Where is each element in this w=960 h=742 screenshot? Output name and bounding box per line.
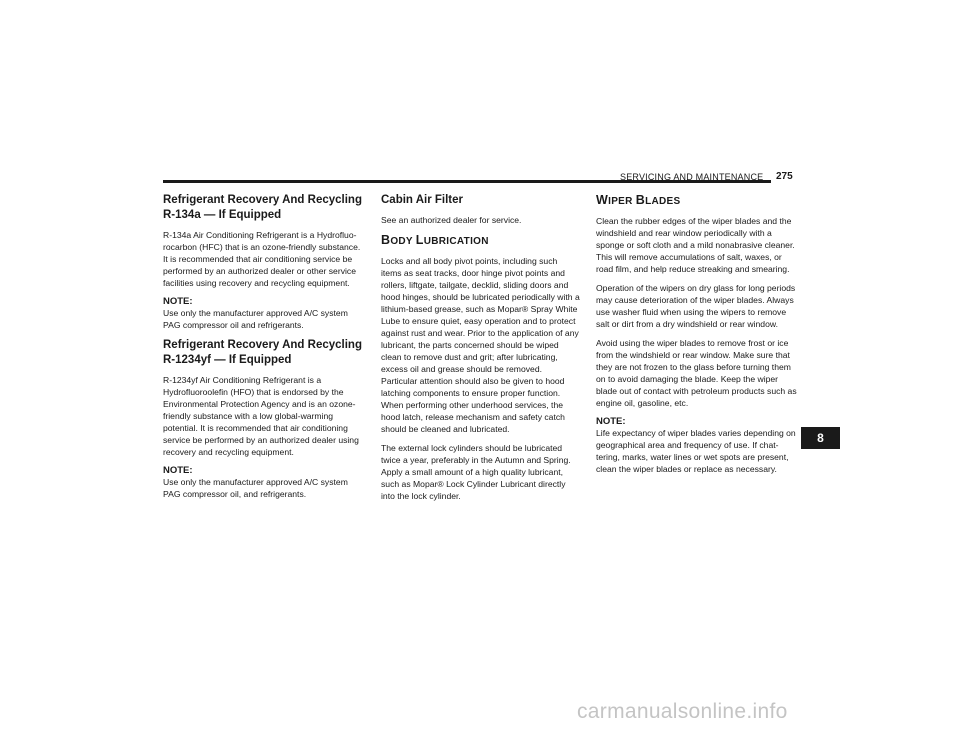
column-left bbox=[163, 193, 365, 507]
note-label: NOTE: bbox=[596, 416, 626, 427]
heading-initial: B bbox=[635, 193, 646, 207]
chapter-tab: 8 bbox=[801, 427, 840, 449]
note-text: Use only the manufacturer approved A/C system PAG compressor oil, and refrigerants. bbox=[163, 477, 348, 499]
heading-r134a bbox=[163, 193, 365, 223]
paragraph-cabin-air-filter: See an authorized dealer for service. bbox=[381, 215, 522, 225]
note-label: NOTE: bbox=[163, 296, 193, 307]
note-label: NOTE: bbox=[163, 465, 193, 476]
heading-initial: W bbox=[596, 193, 609, 207]
heading-smallcaps: LADES bbox=[645, 196, 681, 207]
watermark: carmanualsonline.info bbox=[577, 700, 788, 723]
paragraph-body-lubrication-2: The external lock cylinders should be lubricated twice a year, preferably in the Autumn and Spring. Apply a small amount of a high quality lubricant, such as Mopar® Lock Cylinder Lubricant directly into the lock cylinder. bbox=[381, 443, 571, 501]
paragraph-wiper-1: Clean the rubber edges of the wiper blades and the windshield and rear window periodically with a sponge or soft cloth and a mild nonabrasive cleaner. This will remove accumulations of salt, waxes, or road film, and help reduce streaking and smearing. bbox=[596, 216, 795, 274]
paragraph-r134a: R-134a Air Conditioning Refrigerant is a Hydrofluo-rocarbon (HFC) that is an ozone-friendly substance. It is recommended that air conditioning service be performed by an authorized dealer or other service facilities using recovery and recycling equipment. bbox=[163, 230, 361, 288]
note-text: Life expectancy of wiper blades varies depending on geographical area and frequency of use. If chat-tering, marks, water lines or wet spots are present, clean the wiper blades or replace as necessary. bbox=[596, 428, 796, 474]
heading-initial: B bbox=[381, 233, 391, 247]
heading-cabin-air-filter: Cabin Air Filter bbox=[381, 194, 463, 206]
note-text: Use only the manufacturer approved A/C system PAG compressor oil and refrigerants. bbox=[163, 308, 348, 330]
heading-smallcaps: UBRICATION bbox=[423, 236, 489, 247]
paragraph-r1234yf: R-1234yf Air Conditioning Refrigerant is a Hydrofluoroolefin (HFO) that is endorsed by the Environmental Protection Agency and is an ozone-friendly substance with a low global-warming potential. It is recommended that air conditioning service be performed by an authorized dealer using recovery and recycling equipment. bbox=[163, 375, 359, 457]
heading-r134a-line2: R-134a — If Equipped bbox=[163, 209, 282, 221]
column-middle bbox=[381, 193, 580, 509]
heading-wiper-blades bbox=[596, 193, 799, 209]
page-number: 275 bbox=[776, 171, 793, 182]
heading-smallcaps: IPER bbox=[608, 196, 636, 207]
heading-r1234yf-line2: R-1234yf — If Equipped bbox=[163, 354, 292, 366]
heading-r134a-line1: Refrigerant Recovery And Recycling bbox=[163, 194, 362, 206]
heading-initial: L bbox=[415, 233, 424, 247]
section-title: SERVICING AND MAINTENANCE bbox=[620, 172, 764, 182]
paragraph-wiper-2: Operation of the wipers on dry glass for long periods may cause deterioration of the wiper blades. Always use washer fluid when using the wipers to remove salt or dirt from a dry windshield or rear window. bbox=[596, 283, 796, 329]
paragraph-body-lubrication-1: Locks and all body pivot points, including such items as seat tracks, door hinge pivot points and rollers, liftgate, tailgate, decklid, sliding doors and hood hinges, should be lubricated periodically with a lithium-based grease, such as Mopar® Spray White Lube to ensure quiet, easy operation and to protect against rust and wear. Prior to the application of any lubricant, the parts concerned should be wiped clean to remove dust and grit; after lubricating, excess oil and grease should be removed. Particular attention should also be given to hood latching components to ensure proper function. When performing other underhood services, the hood latch, release mechanism and safety catch should be cleaned and lubricated. bbox=[381, 256, 580, 434]
heading-body-lubrication bbox=[381, 233, 580, 249]
heading-smallcaps: ODY bbox=[390, 236, 416, 247]
heading-r1234yf-line1: Refrigerant Recovery And Recycling bbox=[163, 339, 362, 351]
column-right bbox=[596, 193, 799, 482]
paragraph-wiper-3: Avoid using the wiper blades to remove frost or ice from the windshield or rear window. Make sure that they are not frozen to the glass before turning them on to avoid damaging the blade. Keep the wiper blade out of contact with petroleum products such as engine oil, gasoline, etc. bbox=[596, 338, 797, 408]
heading-r1234yf bbox=[163, 338, 365, 368]
